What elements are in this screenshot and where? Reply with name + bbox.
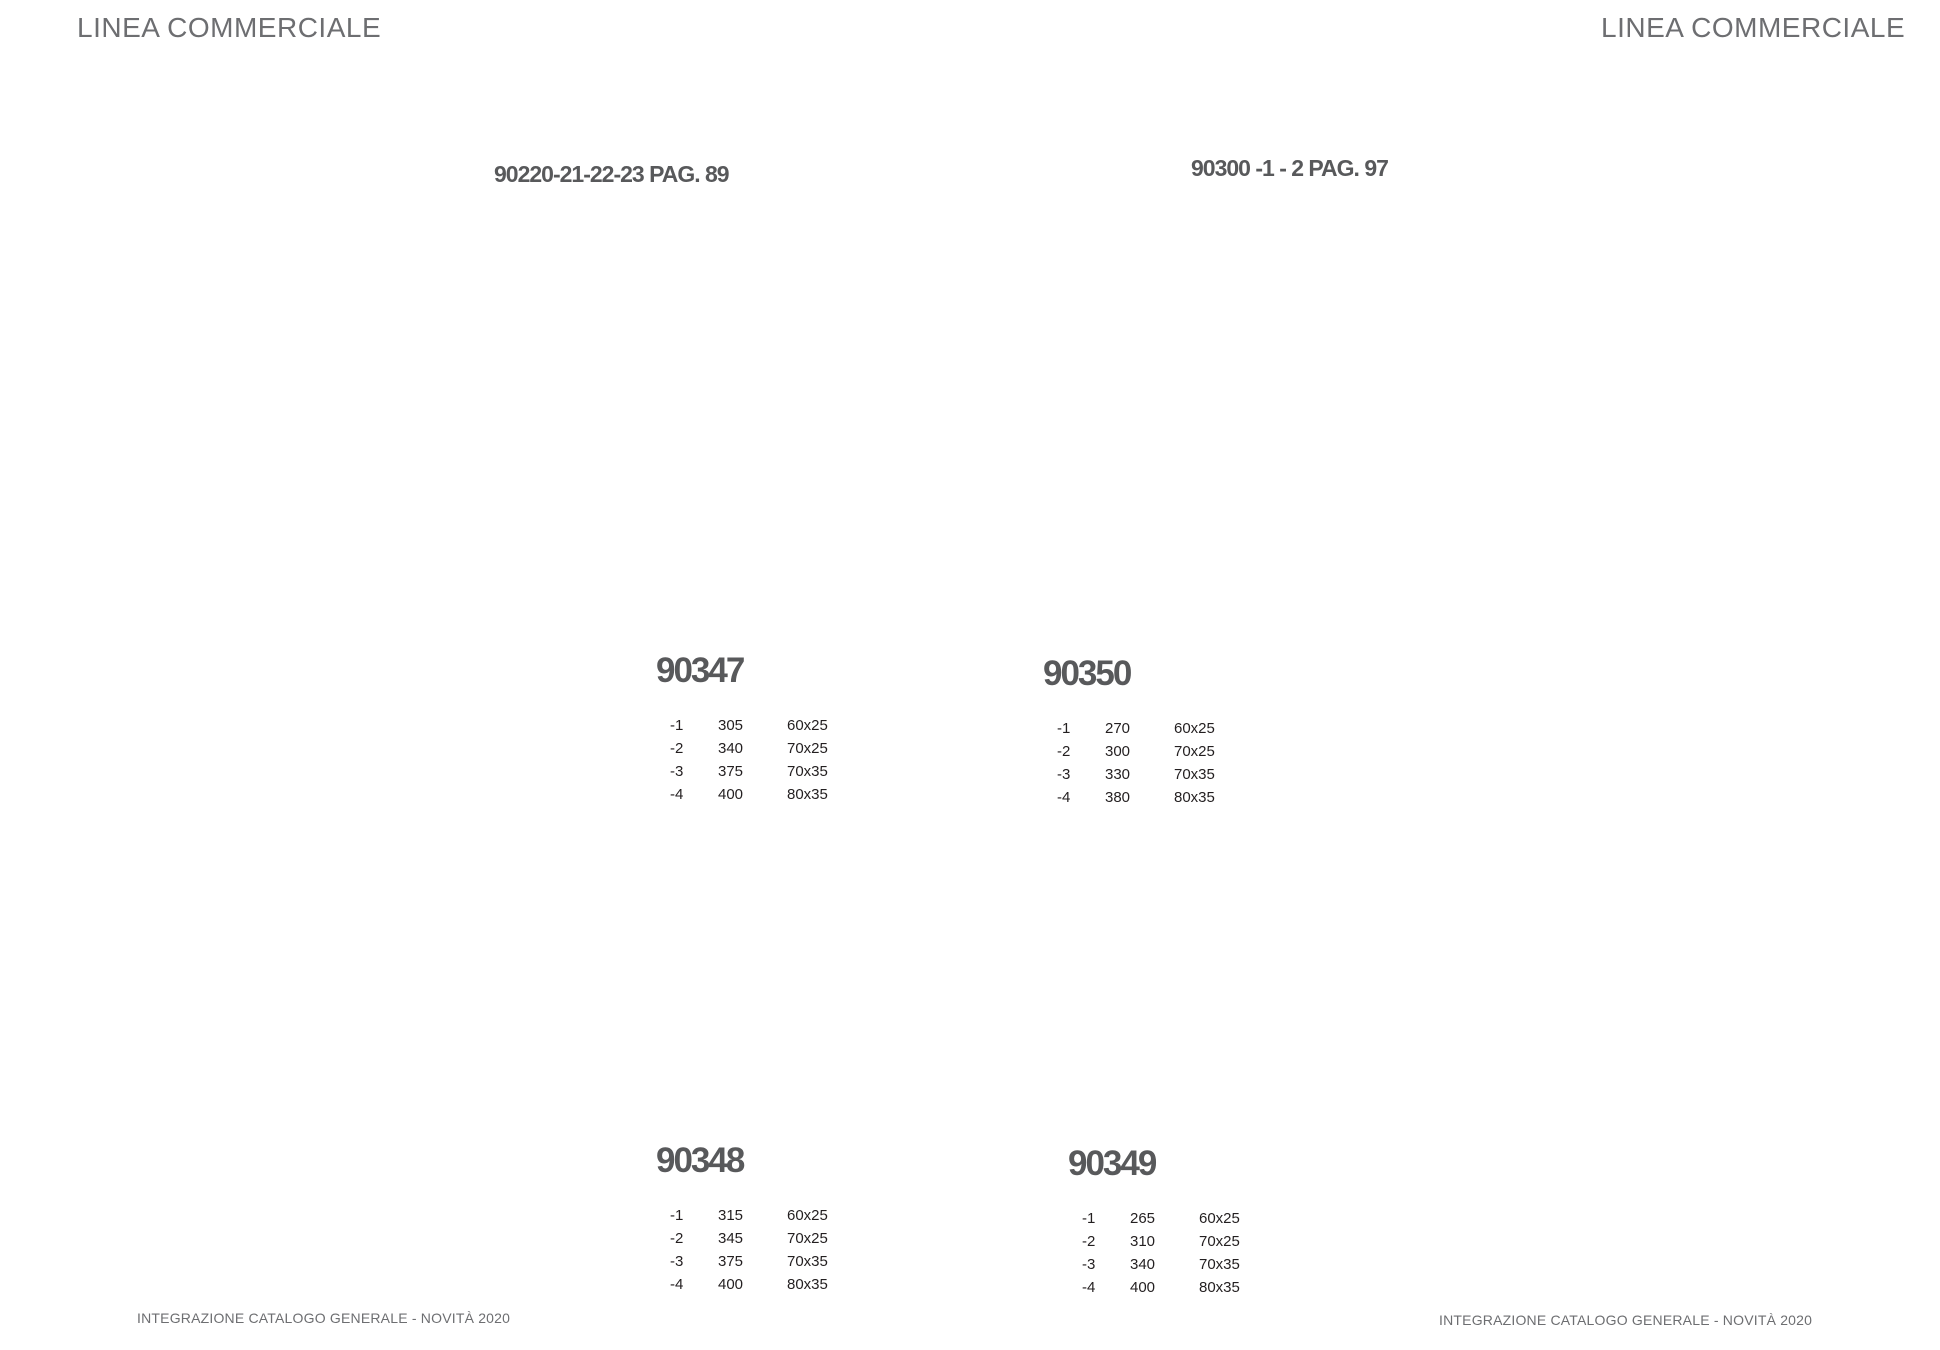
size-cell: 60x25 [1199,1210,1240,1227]
product-block [656,1143,847,1296]
value-cell: 400 [718,786,744,803]
spec-table [670,1204,847,1296]
footer-left: INTEGRAZIONE CATALOGO GENERALE - NOVITÀ 2020 [137,1310,511,1326]
variant-cell: -3 [1057,766,1071,783]
table-row [670,1273,847,1296]
size-cell: 80x35 [1199,1279,1240,1296]
table-row [1057,763,1234,786]
variant-cell: -3 [670,763,684,780]
value-cell: 310 [1130,1233,1156,1250]
variant-cell: -1 [1057,720,1071,737]
size-cell: 80x35 [1174,789,1215,806]
value-cell: 270 [1105,720,1131,737]
product-block [1043,656,1234,809]
spec-table [670,714,847,806]
value-cell: 315 [718,1207,744,1224]
product-code: 90348 [656,1141,744,1180]
value-cell: 300 [1105,743,1131,760]
value-cell: 380 [1105,789,1131,806]
size-cell: 80x35 [787,786,828,803]
table-row [1082,1207,1259,1230]
size-cell: 60x25 [1174,720,1215,737]
header-right-title: LINEA COMMERCIALE [1601,12,1906,43]
size-cell: 70x35 [1174,766,1215,783]
variant-cell: -1 [1082,1210,1096,1227]
table-row [670,1227,847,1250]
table-row [1057,740,1234,763]
product-block [1068,1146,1259,1299]
table-row [670,760,847,783]
size-cell: 70x35 [1199,1256,1240,1273]
value-cell: 340 [1130,1256,1156,1273]
table-row [670,783,847,806]
value-cell: 340 [718,740,744,757]
table-row [1057,717,1234,740]
table-row [670,1204,847,1227]
value-cell: 400 [1130,1279,1156,1296]
spec-table [1057,717,1234,809]
size-cell: 80x35 [787,1276,828,1293]
variant-cell: -3 [670,1253,684,1270]
table-row [1057,786,1234,809]
variant-cell: -3 [1082,1256,1096,1273]
product-code: 90349 [1068,1144,1156,1183]
reference-left: 90220-21-22-23 PAG. 89 [494,161,729,187]
variant-cell: -2 [670,1230,684,1247]
value-cell: 400 [718,1276,744,1293]
value-cell: 375 [718,763,744,780]
variant-cell: -2 [670,740,684,757]
value-cell: 375 [718,1253,744,1270]
variant-cell: -4 [670,786,684,803]
variant-cell: -4 [1057,789,1071,806]
footer-right: INTEGRAZIONE CATALOGO GENERALE - NOVITÀ 2020 [1439,1312,1813,1328]
table-row [670,714,847,737]
table-row [670,737,847,760]
size-cell: 70x35 [787,763,828,780]
variant-cell: -4 [670,1276,684,1293]
size-cell: 60x25 [787,1207,828,1224]
header-left-title: LINEA COMMERCIALE [77,12,382,43]
size-cell: 60x25 [787,717,828,734]
product-block [656,653,847,806]
size-cell: 70x25 [1199,1233,1240,1250]
variant-cell: -2 [1082,1233,1096,1250]
variant-cell: -1 [670,1207,684,1224]
variant-cell: -1 [670,717,684,734]
table-row [1082,1230,1259,1253]
size-cell: 70x25 [787,740,828,757]
value-cell: 345 [718,1230,744,1247]
size-cell: 70x35 [787,1253,828,1270]
reference-right: 90300 -1 - 2 PAG. 97 [1191,155,1388,181]
value-cell: 265 [1130,1210,1156,1227]
size-cell: 70x25 [1174,743,1215,760]
table-row [670,1250,847,1273]
value-cell: 330 [1105,766,1131,783]
variant-cell: -4 [1082,1279,1096,1296]
table-row [1082,1253,1259,1276]
spec-table [1082,1207,1259,1299]
product-code: 90347 [656,651,744,690]
product-code: 90350 [1043,654,1131,693]
variant-cell: -2 [1057,743,1071,760]
value-cell: 305 [718,717,744,734]
table-row [1082,1276,1259,1299]
size-cell: 70x25 [787,1230,828,1247]
